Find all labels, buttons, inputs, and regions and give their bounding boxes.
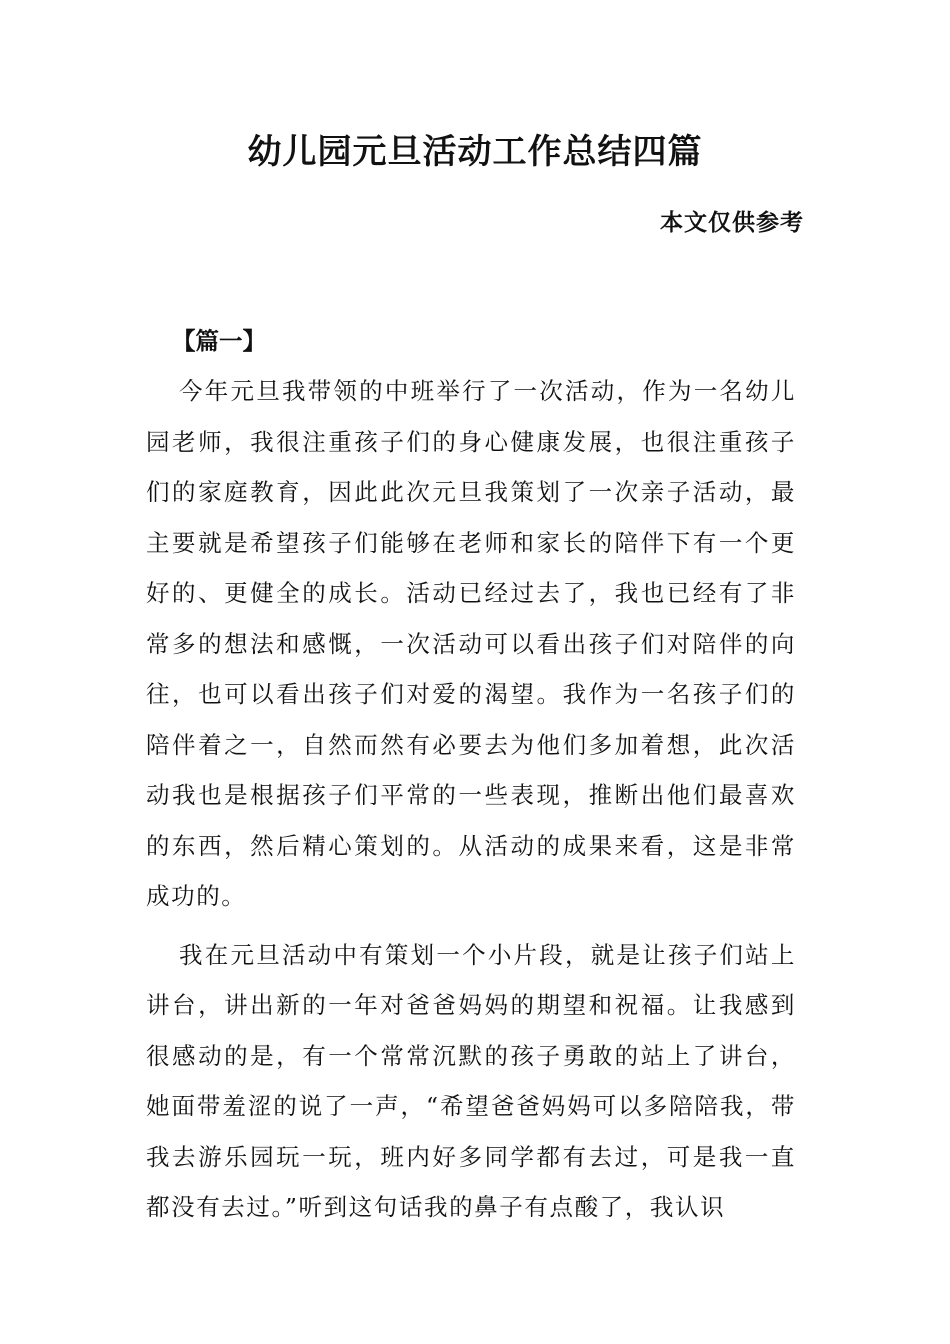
paragraph-1: 今年元旦我带领的中班举行了一次活动，作为一名幼儿园老师，我很注重孩子们的身心健康发展，也很注重孩子们的家庭教育，因此此次元旦我策划了一次亲子活动，最主要就是希望孩子们能够在老师和家长的陪伴下有一个更好的、更健全的成长。活动已经过去了，我也已经有了非常多的想法和感慨，一次活动可以看出孩子们对陪伴的向往，也可以看出孩子们对爱的渴望。我作为一名孩子们的陪伴着之一，自然而然有必要去为他们多加着想，此次活动我也是根据孩子们平常的一些表现，推断出他们最喜欢的东西，然后精心策划的。从活动的成果来看，这是非常成功的。: [146, 377, 796, 910]
document-body: [146, 316, 796, 1233]
document-title: 幼儿园元旦活动工作总结四篇: [247, 132, 703, 172]
reference-note: 本文仅供参考: [660, 209, 804, 236]
section-heading: 【篇一】: [172, 327, 266, 355]
paragraph-2: 我在元旦活动中有策划一个小片段，就是让孩子们站上讲台，讲出新的一年对爸爸妈妈的期望和祝福。让我感到很感动的是，有一个常常沉默的孩子勇敢的站上了讲台，她面带羞涩的说了一声，“希望爸爸妈妈可以多陪陪我，带我去游乐园玩一玩，班内好多同学都有去过，可是我一直都没有去过。”听到这句话我的鼻子有点酸了，我认识: [146, 940, 796, 1221]
